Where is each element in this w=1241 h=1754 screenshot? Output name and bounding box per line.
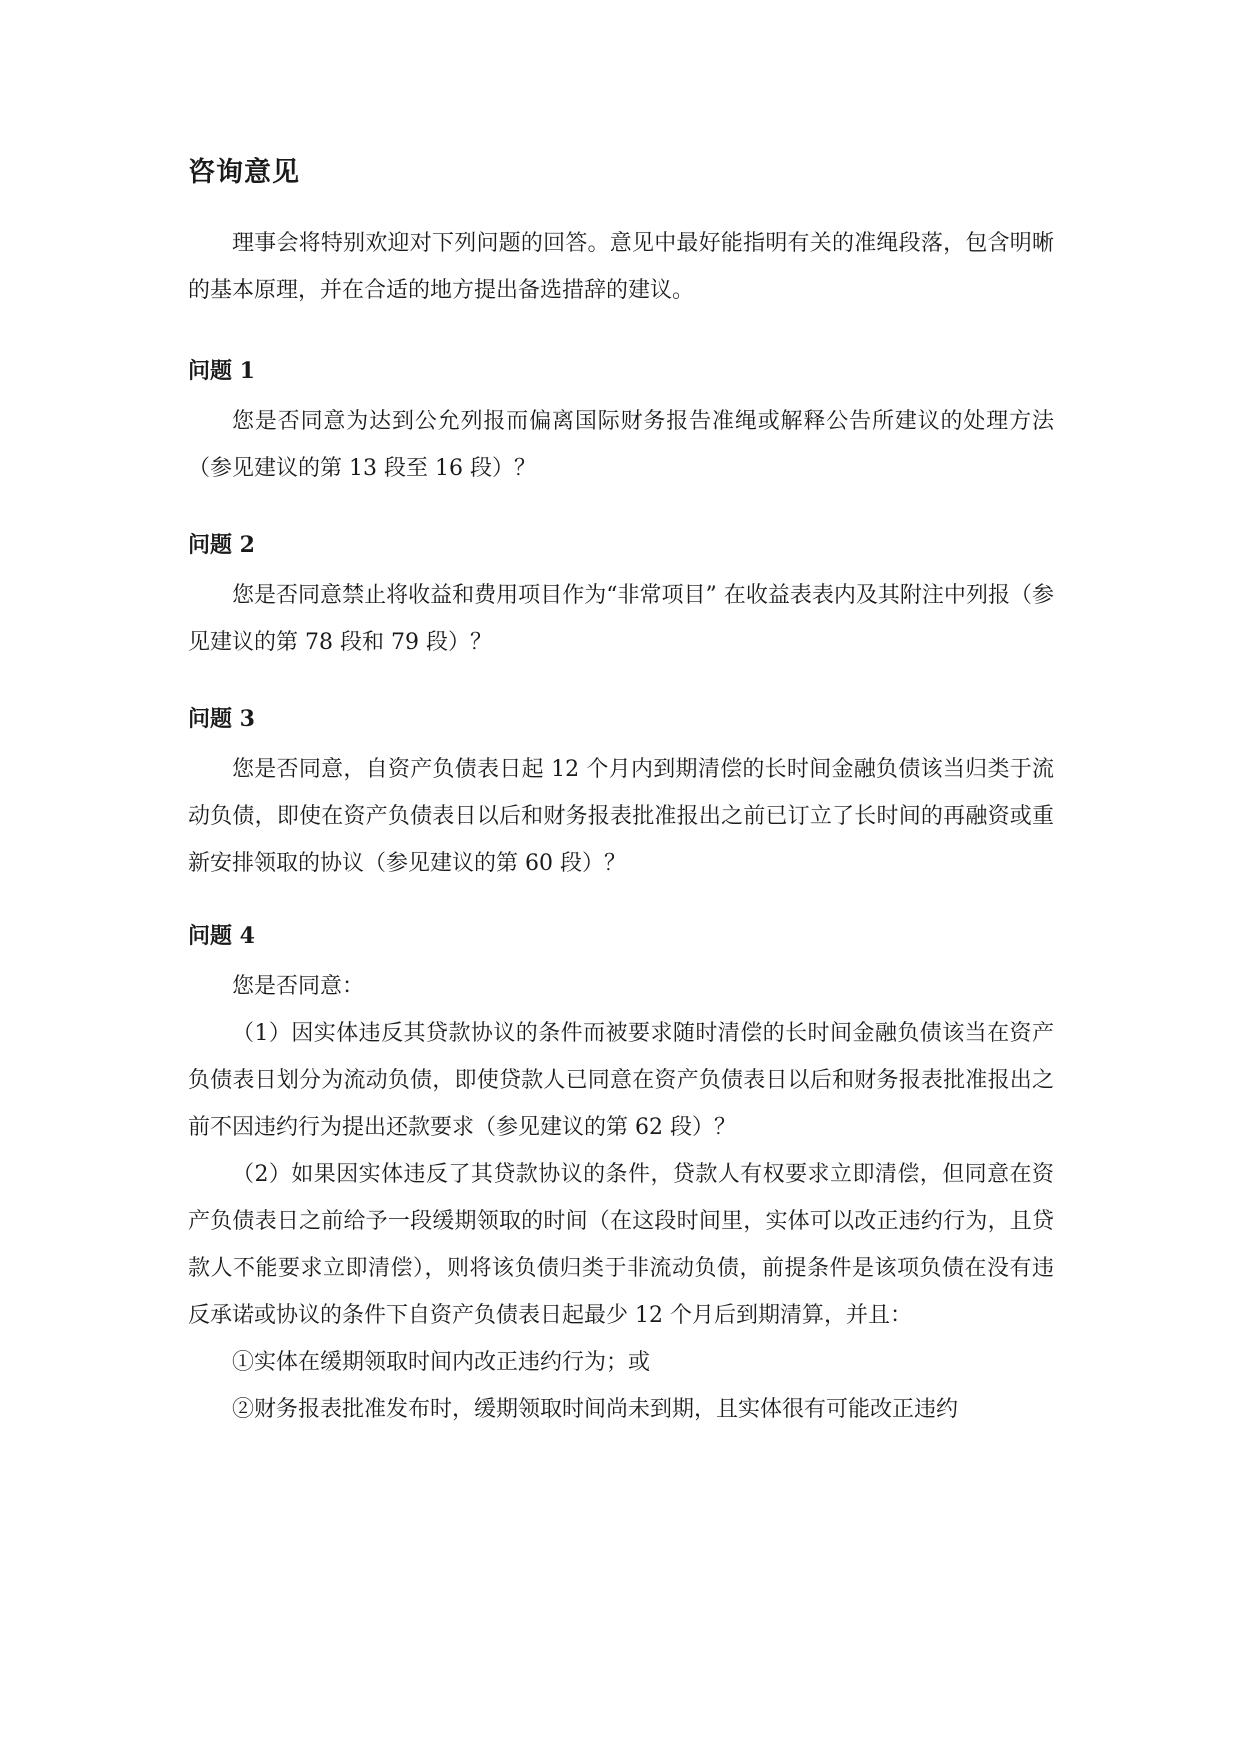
question-body: 您是否同意，自资产负债表日起 12 个月内到期清偿的长时间金融负债该当归类于流动负债，即使在资产负债表日以后和财务报表批准报出之前已订立了长时间的再融资或重新安排领取的协议（参见建议的第 60 段）？ [188,757,1054,876]
question-subitem-2: ②财务报表批准发布时，缓期领取时间尚未到期，且实体很有可能改正违约 [232,1397,959,1422]
question-item-1: （1）因实体违反其贷款协议的条件而被要求随时清偿的长时间金融负债该当在资产负债表日划分为流动负债，即使贷款人已同意在资产负债表日以后和财务报表批准报出之前不因违约行为提出还款要求（参见建议的第 62 段）？ [188,1021,1054,1140]
question-3 [188,704,1054,887]
question-heading: 问题 3 [188,706,255,732]
question-2 [188,530,1054,666]
question-body: 您是否同意为达到公允列报而偏离国际财务报告准绳或解释公告所建议的处理方法（参见建议的第 13 段至 16 段）？ [188,409,1054,481]
question-heading: 问题 2 [188,532,255,558]
question-heading: 问题 1 [188,358,255,384]
page-title: 咨询意见 [188,157,300,188]
question-1 [188,356,1054,492]
question-4 [188,921,1054,1433]
question-lead: 您是否同意： [232,974,365,999]
intro-paragraph: 理事会将特别欢迎对下列问题的回答。意见中最好能指明有关的准绳段落，包含明晰的基本原理，并在合适的地方提出备选措辞的建议。 [188,231,1054,303]
question-body: 您是否同意禁止将收益和费用项目作为“非常项目” 在收益表表内及其附注中列报（参见建议的第 78 段和 79 段）？ [188,583,1054,655]
question-heading: 问题 4 [188,923,255,949]
question-item-2: （2）如果因实体违反了其贷款协议的条件，贷款人有权要求立即清偿，但同意在资产负债表日之前给予一段缓期领取的时间（在这段时间里，实体可以改正违约行为，且贷款人不能要求立即清偿），则将该负债归类于非流动负债，前提条件是该项负债在没有违反承诺或协议的条件下自资产负债表日起最少 12 个月后到期清算，并且： [188,1162,1054,1328]
intro-section [188,220,1054,314]
question-subitem-1: ①实体在缓期领取时间内改正违约行为；或 [232,1350,651,1375]
